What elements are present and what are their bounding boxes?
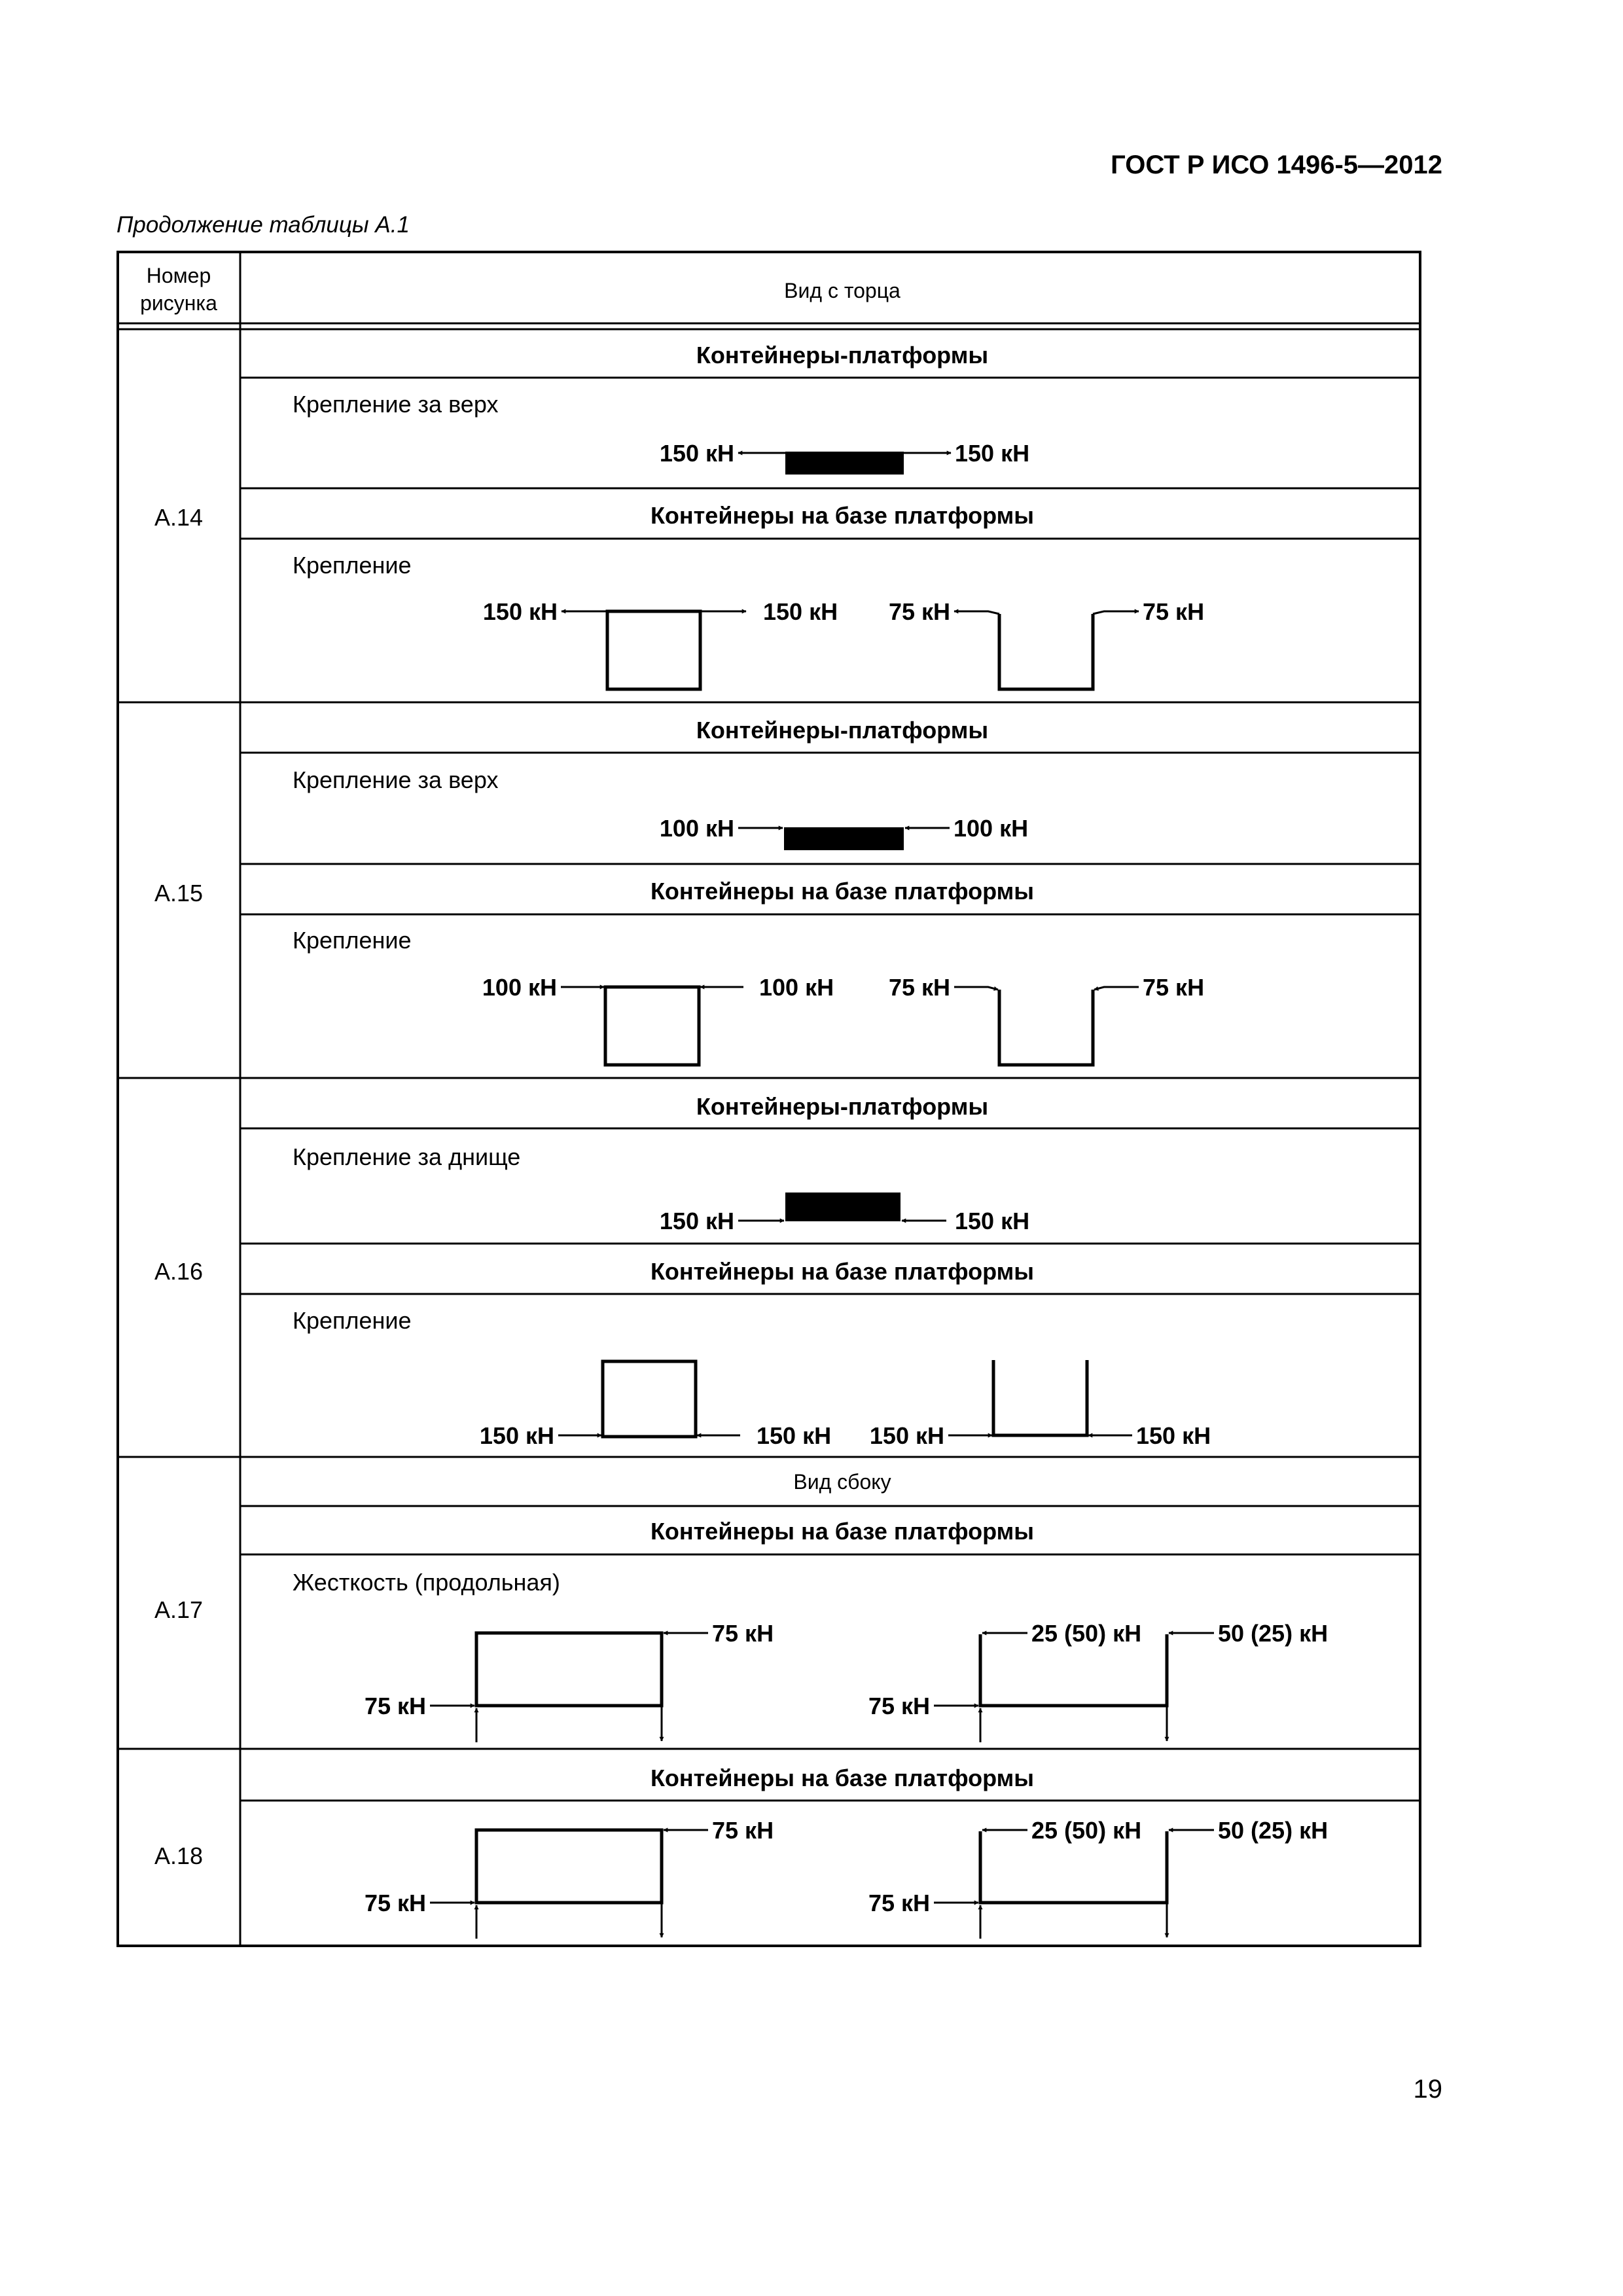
force-label: 150 кН [869,1422,944,1449]
figure-number-a14: А.14 [154,504,204,531]
open-frame [999,990,1093,1065]
force-label: 75 кН [868,1890,930,1916]
open-frame [993,1360,1087,1435]
section-label: Крепление [293,927,412,954]
force-label: 50 (25) кН [1218,1817,1329,1844]
container-side-frame [476,1633,662,1706]
force-label: 150 кН [479,1422,554,1449]
document-standard-header: ГОСТ Р ИСО 1496-5—2012 [1111,151,1442,179]
force-label: 75 кН [364,1693,426,1719]
platform-block [785,452,904,475]
section-label: Крепление за верх [293,391,499,418]
platform-block [784,827,904,850]
force-label: 150 кН [757,1422,832,1449]
force-label: 25 (50) кН [1031,1620,1142,1647]
column-header-end-view: Вид с торца [784,279,901,302]
force-arrow [1094,987,1139,990]
section-title: Контейнеры-платформы [696,342,989,368]
platform-block [785,1193,901,1221]
force-label: 100 кН [759,974,834,1001]
section-title: Контейнеры на базе платформы [650,1258,1035,1285]
force-label: 150 кН [955,1208,1030,1234]
force-label: 100 кН [482,974,557,1001]
force-label: 150 кН [659,1208,734,1234]
force-label: 150 кН [482,598,558,625]
section-title: Контейнеры на базе платформы [650,1765,1035,1791]
force-label: 75 кН [888,974,950,1001]
section-label: Крепление [293,552,412,579]
section-title: Контейнеры на базе платформы [650,502,1035,529]
force-label: 75 кН [1143,974,1205,1001]
open-frame [999,614,1093,689]
force-label: 150 кН [1136,1422,1211,1449]
side-view-subheader: Вид сбоку [793,1470,891,1494]
section-title: Контейнеры-платформы [696,717,989,744]
force-arrow [954,611,999,614]
force-label: 150 кН [659,440,734,467]
container-side-frame [476,1830,662,1903]
force-label: 50 (25) кН [1218,1620,1329,1647]
figure-number-a18: А.18 [154,1842,204,1869]
force-label: 100 кН [659,815,734,842]
force-label: 75 кН [868,1693,930,1719]
force-label: 100 кН [954,815,1029,842]
force-label: 75 кН [888,598,950,625]
force-label: 75 кН [712,1817,774,1844]
section-title: Контейнеры на базе платформы [650,1518,1035,1545]
section-label: Крепление [293,1307,412,1334]
section-label: Крепление за верх [293,766,499,793]
column-header-number-line1: Номер [146,264,211,287]
force-label: 150 кН [955,440,1030,467]
table-continuation-caption: Продолжение таблицы А.1 [116,212,410,238]
section-label: Крепление за днище [293,1143,521,1170]
container-box [607,611,700,689]
figure-number-a16: А.16 [154,1258,204,1285]
container-box [605,987,699,1065]
section-title: Контейнеры-платформы [696,1093,989,1120]
force-label: 75 кН [1143,598,1205,625]
force-label: 75 кН [364,1890,426,1916]
force-arrow [1093,611,1139,614]
force-label: 25 (50) кН [1031,1817,1142,1844]
force-label: 150 кН [763,598,838,625]
container-box [603,1361,696,1437]
figure-number-a15: А.15 [154,880,204,906]
page-number: 19 [1413,2075,1442,2104]
force-label: 75 кН [712,1620,774,1647]
section-title: Контейнеры на базе платформы [650,878,1035,905]
section-label: Жесткость (продольная) [293,1569,560,1596]
figure-number-a17: А.17 [154,1596,204,1623]
force-arrow [954,987,998,990]
column-header-number-line2: рисунка [140,291,217,315]
